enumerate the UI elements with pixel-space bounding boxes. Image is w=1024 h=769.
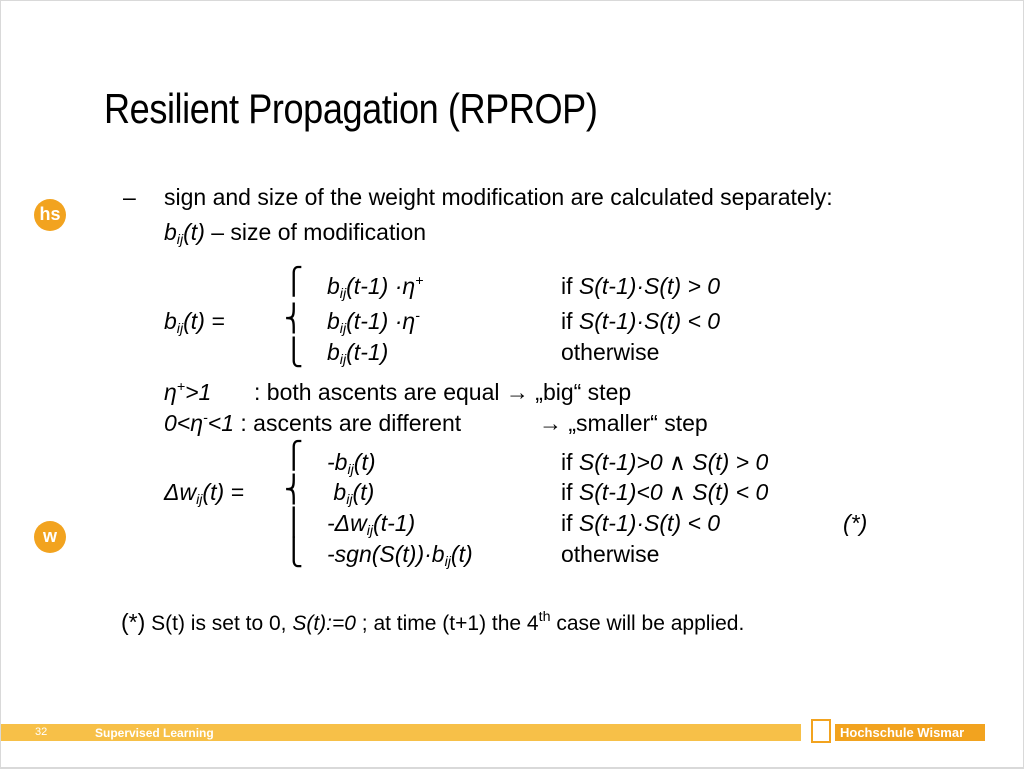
paren-t: (t) [183,219,205,245]
footer-section-title: Supervised Learning [95,726,214,740]
brace-middle-icon: ⎨ [284,475,304,505]
arrow-right-icon: → [539,410,562,436]
eq1-lhs-rest: (t) = [183,308,225,334]
note-2-result: → „smaller“ step [539,410,708,436]
eq2-lhs: $\Delta w_{ij}(t)$ = [164,479,244,508]
eq2-row-3-expr: $-\Delta w_{ij}(t-1)$ [327,510,416,539]
eq1-lhs [164,308,225,337]
brace-top-icon: ⎧ [284,267,304,297]
b-symbol: b [164,308,177,334]
bullet-line-2 [164,219,426,248]
eq1-case-3-cond: otherwise [561,339,660,365]
slide-title: Resilient Propagation (RPROP) [104,85,598,132]
brace-bottom-icon: ⎩ [284,538,304,568]
eq1-case-3-expr: $b_{ij}(t-1)$ [327,339,389,368]
eq2-row-1-expr: $-b_{ij}(t)$ [327,449,376,478]
subscript: ij [176,232,184,248]
university-name: Hochschule Wismar [835,724,985,741]
university-logo-icon [811,719,831,743]
footnote-star: (*) [121,609,146,635]
bullet-line-1: sign and size of the weight modification are calculated separately: [164,184,833,210]
w-logo-icon: w [34,521,66,553]
eq1-case-2-expr: $b_{ij}(t-1) \cdot\eta^-$ [327,308,420,337]
arrow-right-icon: → [505,379,529,405]
brace-top-icon: ⎧ [284,441,304,471]
eq2-row-1-cond: if S(t-1)>0 ∧ S(t) > 0 [561,449,769,475]
b-symbol: b [164,219,177,245]
page-number: 32 [35,726,48,738]
eq2-row-4-expr: $-sgn(S(t))\cdot b_{ij}(t)$ [327,541,473,570]
brace-middle-icon: ⎨ [284,304,304,334]
eq1-case-1-expr: $b_{ij}(t-1) \cdot\eta^+$ [327,273,424,302]
eq2-row-3-mark: (*) [843,510,868,536]
bullet-dash: – [123,184,136,210]
bullet-line-2-rest: – size of modification [204,219,427,245]
eq2-row-3-cond: if S(t-1)·S(t) < 0 [561,510,721,536]
eq2-row-2-cond: if S(t-1)<0 ∧ S(t) < 0 [561,479,769,505]
note-2: 0<η-<1 : ascents are different [164,410,462,436]
slide [1,1,1023,767]
eq1-case-2-cond: if S(t-1)·S(t) < 0 [561,308,721,334]
note-1-text: : both ascents are equal → „big“ step [254,379,632,405]
eq2-row-2-expr: $b_{ij}(t)$ [327,479,375,508]
note-1: η+>1 [164,379,212,405]
brace-extension-icon: ⎪ [284,508,304,538]
brace-bottom-icon: ⎩ [284,338,304,368]
eq2-row-4-cond: otherwise [561,541,660,567]
subscript: ij [176,321,184,337]
hs-logo-icon: hs [34,199,66,231]
eq1-case-1-cond: if S(t-1)·S(t) > 0 [561,273,721,299]
footnote: (*) S(t) is set to 0, S(t):=0 ; at time (t+1) the 4th case will be applied. [121,609,745,635]
